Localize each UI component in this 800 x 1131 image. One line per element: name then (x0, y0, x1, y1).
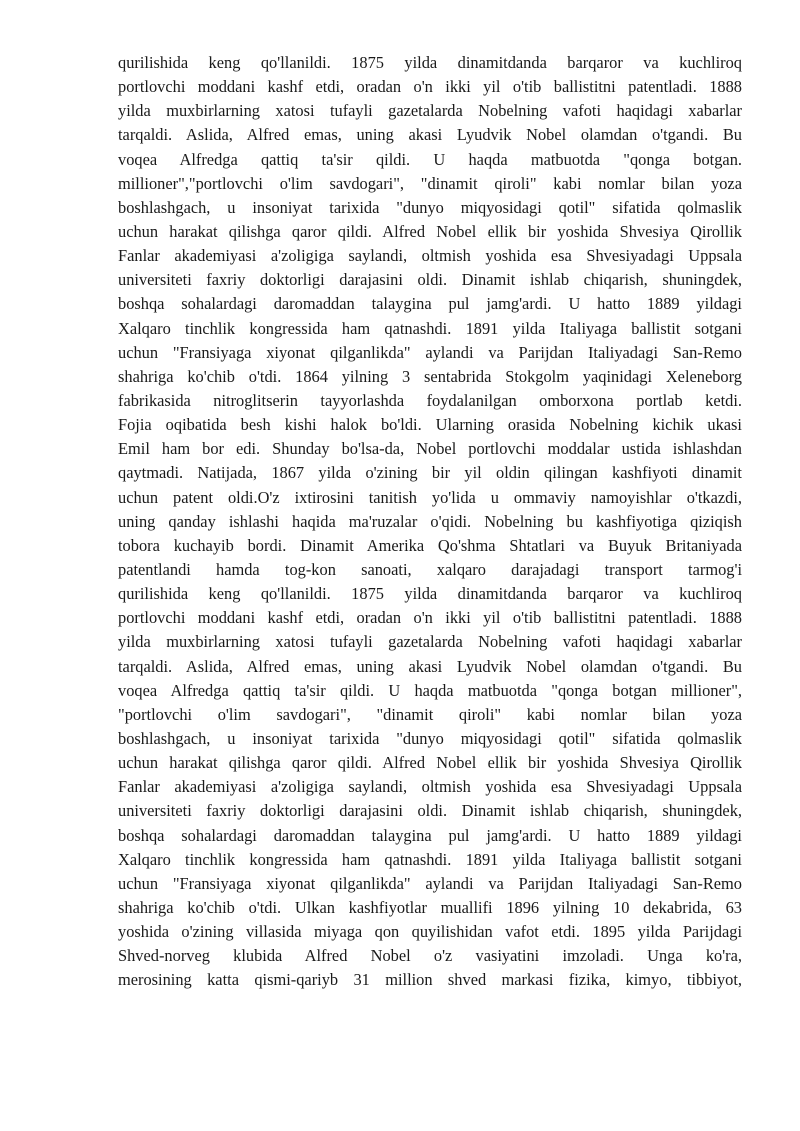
text-line: qurilishida keng qo'llanildi. 1875 yilda dinamitdanda barqaror va kuchliroq (118, 584, 742, 604)
document-page (118, 51, 742, 992)
text-line: tarqaldi. Aslida, Alfred emas, uning akasi Lyudvik Nobel olamdan o'tgandi. Bu (118, 125, 742, 145)
text-line: portlovchi moddani kashf etdi, oradan o'n ikki yil o'tib ballistitni patentladi. 1888 (118, 608, 742, 628)
text-line: patentlandi hamda tog-kon sanoati, xalqaro darajadagi transport tarmog'i (118, 559, 742, 579)
text-line: voqea Alfredga qattiq ta'sir qildi. U haqda matbuotda "qonga botgan. (118, 149, 742, 169)
text-line: Fanlar akademiyasi a'zoligiga saylandi, oltmish yoshida esa Shvesiyadagi Uppsala (118, 777, 742, 797)
text-line: Fojia oqibatida besh kishi halok bo'ldi. Ularning orasida Nobelning kichik ukasi (118, 415, 742, 435)
text-line: uchun harakat qilishga qaror qildi. Alfred Nobel ellik bir yoshida Shvesiya Qirollik (118, 221, 742, 241)
text-line: Xalqaro tinchlik kongressida ham qatnashdi. 1891 yilda Italiyaga ballistit sotgani (118, 318, 742, 338)
text-line: voqea Alfredga qattiq ta'sir qildi. U haqda matbuotda "qonga botgan millioner", (118, 680, 742, 700)
text-line: yilda muxbirlarning xatosi tufayli gazetalarda Nobelning vafoti haqidagi xabarlar (118, 632, 742, 652)
text-line: universiteti faxriy doktorligi darajasini oldi. Dinamit ishlab chiqarish, shuningdek, (118, 801, 742, 821)
text-line: Xalqaro tinchlik kongressida ham qatnashdi. 1891 yilda Italiyaga ballistit sotgani (118, 849, 742, 869)
text-line: universiteti faxriy doktorligi darajasini oldi. Dinamit ishlab chiqarish, shuningdek, (118, 270, 742, 290)
text-line: tobora kuchayib bordi. Dinamit Amerika Qo'shma Shtatlari va Buyuk Britaniyada (118, 535, 742, 555)
text-line: uchun "Fransiyaga xiyonat qilganlikda" aylandi va Parijdan Italiyadagi San-Remo (118, 873, 742, 893)
text-line: yoshida o'zining villasida miyaga qon quyilishidan vafot etdi. 1895 yilda Parijdagi (118, 922, 742, 942)
text-line: uchun patent oldi.O'z ixtirosini tanitish yo'lida u ommaviy namoyishlar o'tkazdi, (118, 487, 742, 507)
text-line: boshlashgach, u insoniyat tarixida "dunyo miqyosidagi qotil" sifatida qolmaslik (118, 728, 742, 748)
text-line: portlovchi moddani kashf etdi, oradan o'n ikki yil o'tib ballistitni patentladi. 1888 (118, 77, 742, 97)
text-line: shahriga ko'chib o'tdi. 1864 yilning 3 sentabrida Stokgolm yaqinidagi Xeleneborg (118, 366, 742, 386)
text-line: boshqa sohalardagi daromaddan talaygina pul jamg'ardi. U hatto 1889 yildagi (118, 825, 742, 845)
text-line: boshlashgach, u insoniyat tarixida "dunyo miqyosidagi qotil" sifatida qolmaslik (118, 197, 742, 217)
text-line: Shved-norveg klubida Alfred Nobel o'z vasiyatini imzoladi. Unga ko'ra, (118, 946, 742, 966)
text-line: merosining katta qismi-qariyb 31 million shved markasi fizika, kimyo, tibbiyot, (118, 970, 742, 990)
text-line: boshqa sohalardagi daromaddan talaygina pul jamg'ardi. U hatto 1889 yildagi (118, 294, 742, 314)
text-line: millioner","portlovchi o'lim savdogari", "dinamit qiroli" kabi nomlar bilan yoza (118, 173, 742, 193)
text-line: yilda muxbirlarning xatosi tufayli gazetalarda Nobelning vafoti haqidagi xabarlar (118, 101, 742, 121)
text-line: uning qanday ishlashi haqida ma'ruzalar o'qidi. Nobelning bu kashfiyotiga qiziqish (118, 511, 742, 531)
text-line: qurilishida keng qo'llanildi. 1875 yilda dinamitdanda barqaror va kuchliroq (118, 53, 742, 72)
text-line: qaytmadi. Natijada, 1867 yilda o'zining bir yil oldin qilingan kashfiyoti dinamit (118, 463, 742, 483)
text-line: Emil ham bor edi. Shunday bo'lsa-da, Nobel portlovchi moddalar ustida ishlashdan (118, 439, 742, 459)
text-line: shahriga ko'chib o'tdi. Ulkan kashfiyotlar muallifi 1896 yilning 10 dekabrida, 63 (118, 897, 742, 917)
text-line: fabrikasida nitroglitserin tayyorlashda foydalanilgan omborxona portlab ketdi. (118, 390, 742, 410)
text-line: uchun harakat qilishga qaror qildi. Alfred Nobel ellik bir yoshida Shvesiya Qirollik (118, 753, 742, 773)
text-line: uchun "Fransiyaga xiyonat qilganlikda" aylandi va Parijdan Italiyadagi San-Remo (118, 342, 742, 362)
text-line: "portlovchi o'lim savdogari", "dinamit qiroli" kabi nomlar bilan yoza (118, 704, 742, 724)
text-line: Fanlar akademiyasi a'zoligiga saylandi, oltmish yoshida esa Shvesiyadagi Uppsala (118, 246, 742, 266)
text-line: tarqaldi. Aslida, Alfred emas, uning akasi Lyudvik Nobel olamdan o'tgandi. Bu (118, 656, 742, 676)
